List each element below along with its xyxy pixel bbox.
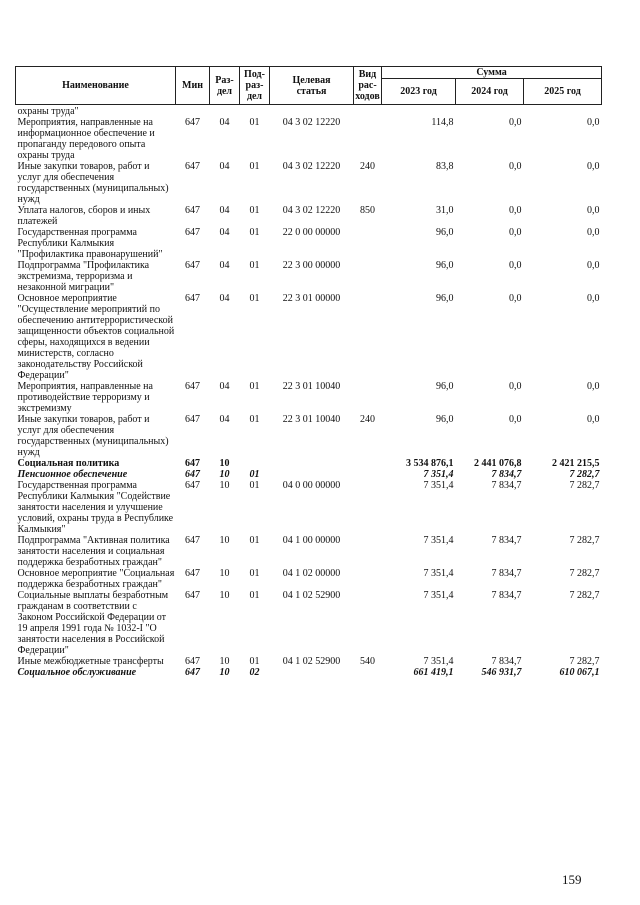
cell-celevaya-statya: 04 1 02 52900 bbox=[282, 590, 341, 601]
cell-vid-rashodov bbox=[354, 667, 382, 678]
cell-sum-2025: 7 282,7 bbox=[569, 656, 600, 667]
table-row bbox=[16, 535, 602, 568]
cell-sum-2025: 0,0 bbox=[587, 381, 600, 392]
cell-min: 647 bbox=[185, 535, 200, 546]
cell-sum-2024: 7 834,7 bbox=[491, 590, 522, 601]
cell-min: 647 bbox=[185, 260, 200, 271]
cell-razdel: 04 bbox=[219, 260, 230, 271]
cell-vid-rashodov bbox=[354, 227, 382, 260]
cell-sum-2024: 0,0 bbox=[509, 414, 522, 425]
cell-sum-2023: 7 351,4 bbox=[423, 469, 454, 480]
cell-celevaya-statya: 04 1 02 00000 bbox=[282, 568, 341, 579]
cell-vid-rashodov bbox=[354, 458, 382, 469]
cell-vid-rashodov: 240 bbox=[360, 161, 375, 172]
cell-min: 647 bbox=[185, 205, 200, 216]
cell-sum-2023: 96,0 bbox=[436, 260, 454, 271]
cell-podrazdel: 02 bbox=[249, 667, 260, 678]
cell-vid-rashodov bbox=[354, 568, 382, 590]
cell-min: 647 bbox=[185, 293, 200, 304]
cell-sum-2025: 2 421 215,5 bbox=[552, 458, 600, 469]
col-header-celevaya-statya: Целевая статья bbox=[270, 67, 354, 105]
cell-celevaya-statya: 04 3 02 12220 bbox=[282, 117, 341, 128]
table-row bbox=[16, 480, 602, 535]
cell-vid-rashodov: 240 bbox=[360, 414, 375, 425]
cell-podrazdel: 01 bbox=[249, 480, 260, 491]
cell-vid-rashodov: 540 bbox=[360, 656, 375, 667]
col-header-razdel: Раз- дел bbox=[210, 67, 240, 105]
table-row bbox=[16, 458, 602, 469]
cell-podrazdel: 01 bbox=[249, 469, 260, 480]
cell-podrazdel: 01 bbox=[249, 381, 260, 392]
cell-name: Уплата налогов, сборов и иных платежей bbox=[17, 205, 151, 227]
cell-razdel: 04 bbox=[219, 227, 230, 238]
cell-vid-rashodov bbox=[354, 480, 382, 535]
cell-min: 647 bbox=[185, 458, 200, 469]
table-row bbox=[16, 667, 602, 678]
cell-sum-2023: 7 351,4 bbox=[423, 590, 454, 601]
cell-podrazdel bbox=[240, 105, 270, 118]
cell-celevaya-statya bbox=[270, 458, 354, 469]
cell-celevaya-statya: 22 0 00 00000 bbox=[282, 227, 341, 238]
cell-sum-2024: 7 834,7 bbox=[491, 535, 522, 546]
cell-sum-2023: 7 351,4 bbox=[423, 568, 454, 579]
cell-sum-2024: 2 441 076,8 bbox=[474, 458, 522, 469]
cell-sum-2025: 7 282,7 bbox=[569, 480, 600, 491]
cell-name: Мероприятия, направленные на противодействие терроризму и экстремизму bbox=[17, 381, 153, 414]
cell-celevaya-statya: 22 3 01 10040 bbox=[282, 381, 341, 392]
table-row bbox=[16, 260, 602, 293]
cell-sum-2024: 7 834,7 bbox=[491, 656, 522, 667]
cell-celevaya-statya: 22 3 01 10040 bbox=[282, 414, 341, 425]
cell-celevaya-statya: 04 0 00 00000 bbox=[282, 480, 341, 491]
cell-sum-2025: 7 282,7 bbox=[569, 535, 600, 546]
cell-celevaya-statya: 04 1 00 00000 bbox=[282, 535, 341, 546]
cell-sum-2025: 0,0 bbox=[587, 117, 600, 128]
cell-celevaya-statya bbox=[270, 667, 354, 678]
cell-sum-2023: 96,0 bbox=[436, 414, 454, 425]
cell-sum-2023: 96,0 bbox=[436, 381, 454, 392]
cell-min bbox=[176, 105, 210, 118]
cell-sum-2024: 0,0 bbox=[509, 381, 522, 392]
cell-celevaya-statya bbox=[270, 469, 354, 480]
cell-sum-2025: 7 282,7 bbox=[569, 568, 600, 579]
cell-sum-2023: 7 351,4 bbox=[423, 656, 454, 667]
cell-sum-2025: 7 282,7 bbox=[569, 469, 600, 480]
cell-sum-2024: 7 834,7 bbox=[491, 568, 522, 579]
table-row bbox=[16, 469, 602, 480]
cell-sum-2024: 546 931,7 bbox=[481, 667, 522, 678]
cell-sum-2025: 0,0 bbox=[587, 161, 600, 172]
cell-sum-2024: 0,0 bbox=[509, 205, 522, 216]
cell-min: 647 bbox=[185, 568, 200, 579]
cell-sum-2024: 0,0 bbox=[509, 260, 522, 271]
cell-sum-2023: 7 351,4 bbox=[423, 535, 454, 546]
table-body bbox=[16, 105, 602, 679]
cell-podrazdel bbox=[240, 458, 270, 469]
cell-razdel: 04 bbox=[219, 381, 230, 392]
col-header-name: Наименование bbox=[16, 67, 176, 105]
cell-sum-2024: 7 834,7 bbox=[491, 469, 522, 480]
cell-vid-rashodov bbox=[354, 535, 382, 568]
cell-name: Основное мероприятие "Осуществление мероприятий по обеспечению антитеррористической защищенности объектов социальной сферы, находящихся в ведении министерств, согласно законодательству Российской Федерации" bbox=[17, 293, 175, 381]
cell-razdel: 04 bbox=[219, 414, 230, 425]
cell-vid-rashodov bbox=[354, 469, 382, 480]
table-row bbox=[16, 656, 602, 667]
cell-name: Иные закупки товаров, работ и услуг для обеспечения государственных (муниципальных) нужд bbox=[17, 161, 169, 205]
cell-sum-2024: 0,0 bbox=[509, 117, 522, 128]
table-row bbox=[16, 105, 602, 118]
cell-sum-2023 bbox=[382, 105, 456, 118]
table-row bbox=[16, 568, 602, 590]
cell-razdel: 10 bbox=[219, 590, 230, 601]
cell-sum-2024: 0,0 bbox=[509, 293, 522, 304]
cell-sum-2025: 0,0 bbox=[587, 260, 600, 271]
cell-celevaya-statya: 22 3 01 00000 bbox=[282, 293, 341, 304]
table-row bbox=[16, 293, 602, 381]
cell-name: Социальные выплаты безработным гражданам в соответствии с Законом Российской Федерации от 19 апреля 1991 года № 1032-I "О занятости населения в Российской Федерации" bbox=[17, 590, 169, 656]
cell-name: Пенсионное обеспечение bbox=[17, 469, 128, 480]
cell-sum-2023: 114,8 bbox=[431, 117, 454, 128]
cell-sum-2024: 0,0 bbox=[509, 227, 522, 238]
cell-sum-2024: 0,0 bbox=[509, 161, 522, 172]
cell-name: Подпрограмма "Профилактика экстремизма, терроризма и незаконной миграции" bbox=[17, 260, 150, 293]
cell-podrazdel: 01 bbox=[249, 260, 260, 271]
cell-vid-rashodov bbox=[354, 590, 382, 656]
table-row bbox=[16, 205, 602, 227]
cell-vid-rashodov bbox=[354, 381, 382, 414]
col-header-vid-rashodov: Вид рас- ходов bbox=[354, 67, 382, 105]
cell-celevaya-statya: 04 3 02 12220 bbox=[282, 161, 341, 172]
table-row bbox=[16, 414, 602, 458]
cell-razdel: 10 bbox=[219, 469, 230, 480]
cell-min: 647 bbox=[185, 469, 200, 480]
cell-vid-rashodov bbox=[354, 260, 382, 293]
cell-name: охраны труда" bbox=[17, 106, 79, 117]
cell-razdel: 10 bbox=[219, 656, 230, 667]
cell-celevaya-statya: 04 1 02 52900 bbox=[282, 656, 341, 667]
cell-min: 647 bbox=[185, 656, 200, 667]
cell-podrazdel: 01 bbox=[249, 161, 260, 172]
col-header-2025: 2025 год bbox=[524, 79, 602, 105]
cell-min: 647 bbox=[185, 227, 200, 238]
cell-sum-2025: 7 282,7 bbox=[569, 590, 600, 601]
page-number: 159 bbox=[562, 872, 582, 887]
cell-min: 647 bbox=[185, 381, 200, 392]
cell-podrazdel: 01 bbox=[249, 568, 260, 579]
cell-vid-rashodov bbox=[354, 293, 382, 381]
cell-sum-2025: 0,0 bbox=[587, 414, 600, 425]
cell-name: Социальное обслуживание bbox=[17, 667, 137, 678]
cell-sum-2024 bbox=[456, 105, 524, 118]
cell-celevaya-statya: 22 3 00 00000 bbox=[282, 260, 341, 271]
cell-razdel: 04 bbox=[219, 205, 230, 216]
cell-vid-rashodov bbox=[354, 105, 382, 118]
cell-razdel: 10 bbox=[219, 458, 230, 469]
cell-vid-rashodov bbox=[354, 117, 382, 161]
cell-min: 647 bbox=[185, 161, 200, 172]
cell-min: 647 bbox=[185, 667, 200, 678]
cell-vid-rashodov: 850 bbox=[360, 205, 375, 216]
cell-name: Социальная политика bbox=[17, 458, 120, 469]
cell-sum-2023: 3 534 876,1 bbox=[406, 458, 454, 469]
col-header-min: Мин bbox=[176, 67, 210, 105]
cell-min: 647 bbox=[185, 117, 200, 128]
cell-sum-2025: 0,0 bbox=[587, 227, 600, 238]
cell-sum-2023: 7 351,4 bbox=[423, 480, 454, 491]
cell-razdel: 04 bbox=[219, 117, 230, 128]
cell-podrazdel: 01 bbox=[249, 117, 260, 128]
cell-sum-2023: 83,8 bbox=[436, 161, 454, 172]
cell-name: Иные закупки товаров, работ и услуг для обеспечения государственных (муниципальных) нужд bbox=[17, 414, 169, 458]
cell-podrazdel: 01 bbox=[249, 656, 260, 667]
cell-name: Мероприятия, направленные на информационное обеспечение и пропаганду передового опыта охраны труда bbox=[17, 117, 155, 161]
cell-razdel bbox=[210, 105, 240, 118]
cell-podrazdel: 01 bbox=[249, 590, 260, 601]
table-row bbox=[16, 590, 602, 656]
cell-podrazdel: 01 bbox=[249, 205, 260, 216]
cell-sum-2024: 7 834,7 bbox=[491, 480, 522, 491]
cell-razdel: 10 bbox=[219, 535, 230, 546]
cell-razdel: 10 bbox=[219, 480, 230, 491]
col-header-2023: 2023 год bbox=[382, 79, 456, 105]
cell-podrazdel: 01 bbox=[249, 227, 260, 238]
table-row bbox=[16, 227, 602, 260]
cell-sum-2025: 0,0 bbox=[587, 293, 600, 304]
cell-razdel: 10 bbox=[219, 667, 230, 678]
table-header bbox=[16, 67, 602, 105]
cell-sum-2023: 31,0 bbox=[436, 205, 454, 216]
col-header-summa: Сумма bbox=[382, 67, 602, 79]
cell-sum-2025: 0,0 bbox=[587, 205, 600, 216]
cell-razdel: 10 bbox=[219, 568, 230, 579]
cell-name: Основное мероприятие "Социальная поддержка безработных граждан" bbox=[17, 568, 175, 590]
budget-table bbox=[15, 66, 602, 678]
cell-min: 647 bbox=[185, 590, 200, 601]
cell-min: 647 bbox=[185, 480, 200, 491]
cell-celevaya-statya bbox=[270, 105, 354, 118]
cell-razdel: 04 bbox=[219, 161, 230, 172]
cell-name: Подпрограмма "Активная политика занятости населения и социальная поддержка безработных граждан" bbox=[17, 535, 170, 568]
table-row bbox=[16, 117, 602, 161]
cell-sum-2023: 96,0 bbox=[436, 227, 454, 238]
cell-podrazdel: 01 bbox=[249, 414, 260, 425]
col-header-2024: 2024 год bbox=[456, 79, 524, 105]
cell-name: Иные межбюджетные трансферты bbox=[17, 656, 164, 667]
cell-sum-2025 bbox=[524, 105, 602, 118]
cell-sum-2023: 96,0 bbox=[436, 293, 454, 304]
cell-razdel: 04 bbox=[219, 293, 230, 304]
table-row bbox=[16, 381, 602, 414]
cell-celevaya-statya: 04 3 02 12220 bbox=[282, 205, 341, 216]
table-row bbox=[16, 161, 602, 205]
cell-podrazdel: 01 bbox=[249, 293, 260, 304]
cell-podrazdel: 01 bbox=[249, 535, 260, 546]
cell-sum-2023: 661 419,1 bbox=[413, 667, 454, 678]
cell-sum-2025: 610 067,1 bbox=[559, 667, 600, 678]
cell-name: Государственная программа Республики Калмыкия "Профилактика правонарушений" bbox=[17, 227, 163, 260]
col-header-podrazdel: Под- раз- дел bbox=[240, 67, 270, 105]
cell-min: 647 bbox=[185, 414, 200, 425]
cell-name: Государственная программа Республики Калмыкия "Содействие занятости населения и улучшение условий, охраны труда в Республике Калмыкия" bbox=[17, 480, 174, 535]
